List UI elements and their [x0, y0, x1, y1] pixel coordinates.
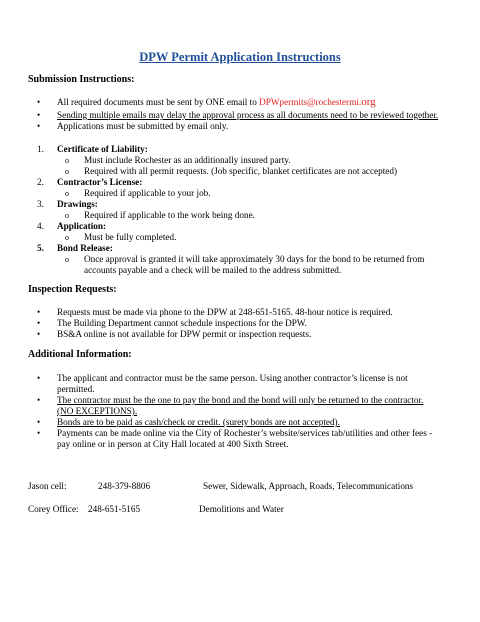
item-sub: accounts payable and a check will be mailed to the address submitted. [84, 265, 342, 275]
item-sub: Once approval is granted it will take approximately 30 days for the bond to be returned from [84, 254, 425, 264]
item-label-bond-release: Bond Release: [57, 243, 113, 253]
additional-bullet-2-cont: (NO EXCEPTIONS). [57, 406, 138, 416]
item-number: 1. [37, 144, 44, 154]
item-label-liability: Certificate of Liability: [57, 144, 148, 154]
inspection-bullet-3: BS&A online is not available for DPW permit or inspection requests. [57, 329, 312, 339]
bullet-symbol: • [37, 395, 41, 405]
inspection-bullet-1: Requests must be made via phone to the DPW at 248-651-5165. 48-hour notice is required. [57, 307, 393, 317]
submission-bullet-3: Applications must be submitted by email only. [57, 121, 229, 131]
item-sub: Must include Rochester as an additionally insured party. [84, 155, 291, 165]
permit-email-link[interactable]: DPWpermits@rochestermi. [259, 97, 362, 107]
contact-duties: Demolitions and Water [199, 504, 284, 514]
additional-bullet-1: The applicant and contractor must be the same person. Using another contractor’s license is not [57, 373, 408, 383]
contact-label: Corey Office: [28, 504, 79, 514]
item-label-drawings: Drawings: [57, 199, 98, 209]
item-sub: Required with all permit requests. (Job specific, blanket certificates are not accepted) [84, 166, 398, 176]
sub-bullet-symbol: o [65, 167, 69, 176]
bullet-symbol: • [37, 428, 41, 438]
item-number: 4. [37, 221, 44, 231]
additional-bullet-3: Bonds are to be paid as cash/check or credit. (surety bonds are not accepted). [57, 417, 340, 427]
additional-heading: Additional Information: [28, 349, 132, 360]
sub-bullet-symbol: o [65, 189, 69, 198]
bullet-symbol: • [37, 417, 41, 427]
contact-phone: 248-379-8806 [98, 481, 151, 491]
submission-heading: Submission Instructions: [28, 74, 135, 85]
additional-bullet-4: Payments can be made online via the City of Rochester’s website/services tab/utilities and other fees - [57, 428, 433, 438]
item-sub: Required if applicable to your job. [84, 188, 211, 198]
sub-bullet-symbol: o [65, 255, 69, 264]
additional-bullet-1-cont: permitted. [57, 384, 95, 394]
bullet-symbol: • [37, 329, 41, 339]
bullet-symbol: • [37, 307, 41, 317]
inspection-bullet-2: The Building Department cannot schedule inspections for the DPW. [57, 318, 307, 328]
bullet-symbol: • [37, 318, 41, 328]
additional-bullet-2: The contractor must be the one to pay the bond and the bond will only be returned to the contractor. [57, 395, 424, 405]
bullet-symbol: • [37, 110, 41, 120]
sub-bullet-symbol: o [65, 211, 69, 220]
page-title: DPW Permit Application Instructions [139, 50, 341, 64]
item-label-license: Contractor’s License: [57, 177, 143, 187]
item-number: 5. [37, 243, 44, 253]
contact-phone: 248-651-5165 [88, 504, 141, 514]
item-sub: Must be fully completed. [84, 232, 177, 242]
bullet-symbol: • [37, 121, 41, 131]
additional-bullet-4-cont: pay online or in person at City Hall located at 400 Sixth Street. [57, 439, 289, 449]
contact-label: Jason cell: [28, 481, 67, 491]
contact-duties: Sewer, Sidewalk, Approach, Roads, Telecommunications [203, 481, 414, 491]
item-number: 2. [37, 177, 44, 187]
sub-bullet-symbol: o [65, 156, 69, 165]
bullet-symbol: • [37, 373, 41, 383]
bullet-symbol: • [37, 97, 41, 107]
submission-bullet-1: All required documents must be sent by ONE email to DPWpermits@rochestermi.org [57, 96, 376, 108]
sub-bullet-symbol: o [65, 233, 69, 242]
item-sub: Required if applicable to the work being done. [84, 210, 255, 220]
inspection-heading: Inspection Requests: [28, 284, 117, 295]
submission-bullet-2: Sending multiple emails may delay the approval process as all documents need to be reviewed together. [57, 110, 439, 120]
item-label-application: Application: [57, 221, 107, 231]
item-number: 3. [37, 199, 44, 209]
